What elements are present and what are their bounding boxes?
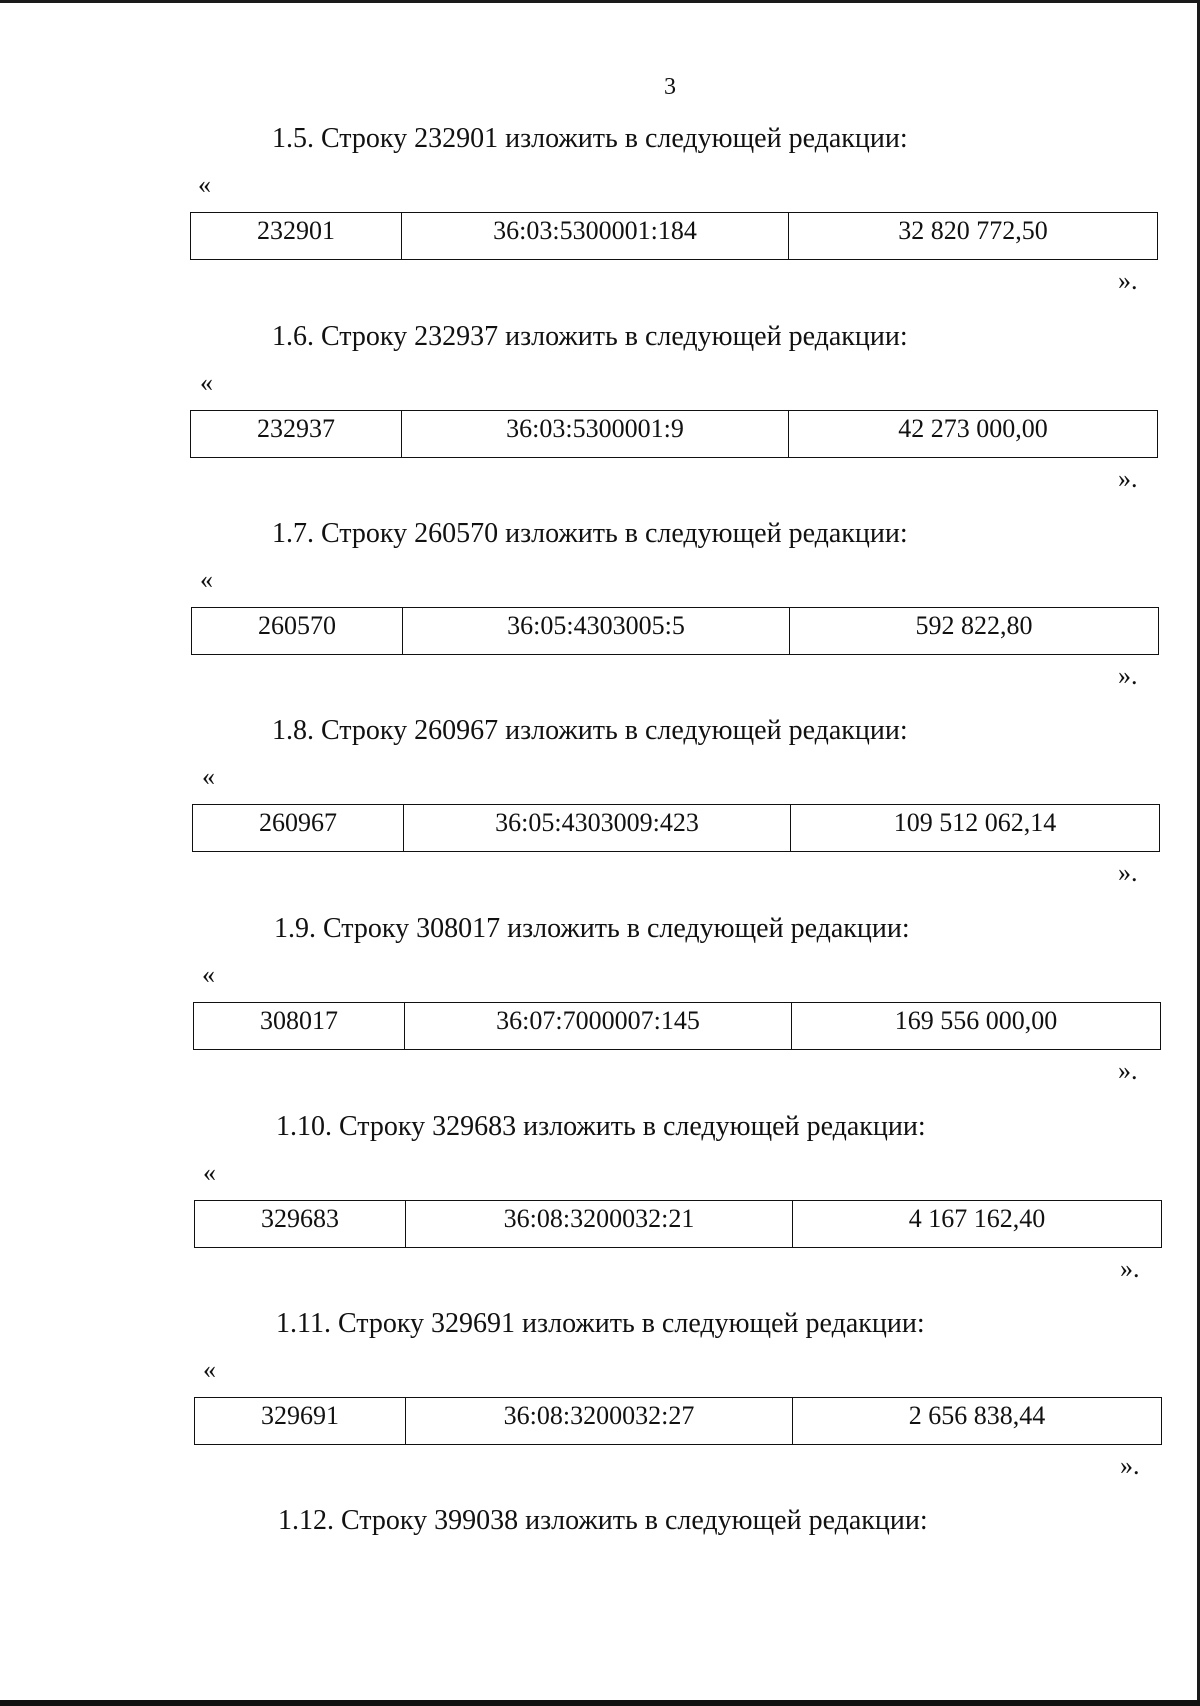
opening-quote: « (203, 1158, 216, 1187)
row-id-cell: 232937 (191, 411, 402, 458)
section-1-8 (0, 714, 1200, 910)
row-id-cell: 260570 (192, 608, 403, 655)
cadastral-number-cell: 36:07:7000007:145 (405, 1003, 792, 1050)
section-1-7 (0, 517, 1200, 713)
page-number: 3 (664, 74, 676, 100)
cadastral-number-cell: 36:05:4303009:423 (404, 805, 791, 852)
value-cell: 109 512 062,14 (791, 805, 1160, 852)
closing-quote: ». (1120, 1451, 1140, 1480)
section-heading: 1.11. Строку 329691 изложить в следующей редакции: (276, 1308, 925, 1339)
row-table (191, 607, 1159, 655)
row-id-cell: 232901 (191, 213, 402, 260)
closing-quote: ». (1118, 266, 1138, 295)
section-heading-1-12: 1.12. Строку 399038 изложить в следующей редакции: (278, 1505, 928, 1536)
table-row (195, 1398, 1162, 1445)
section-heading: 1.7. Строку 260570 изложить в следующей редакции: (272, 518, 908, 549)
opening-quote: « (202, 960, 215, 989)
section-1-10 (0, 1110, 1200, 1306)
row-table (194, 1200, 1162, 1248)
closing-quote: ». (1118, 661, 1138, 690)
section-heading: 1.10. Строку 329683 изложить в следующей редакции: (276, 1111, 926, 1142)
closing-quote: ». (1120, 1254, 1140, 1283)
section-1-5 (0, 122, 1200, 318)
value-cell: 32 820 772,50 (789, 213, 1158, 260)
section-heading: 1.9. Строку 308017 изложить в следующей редакции: (274, 913, 910, 944)
cadastral-number-cell: 36:05:4303005:5 (403, 608, 790, 655)
table-row (193, 805, 1160, 852)
section-1-6 (0, 320, 1200, 516)
table-row (191, 411, 1158, 458)
section-1-9 (0, 912, 1200, 1108)
opening-quote: « (203, 1355, 216, 1384)
closing-quote: ». (1118, 464, 1138, 493)
section-heading: 1.8. Строку 260967 изложить в следующей редакции: (272, 715, 908, 746)
cadastral-number-cell: 36:03:5300001:184 (402, 213, 789, 260)
table-row (192, 608, 1159, 655)
closing-quote: ». (1118, 1056, 1138, 1085)
row-id-cell: 308017 (194, 1003, 405, 1050)
opening-quote: « (200, 565, 213, 594)
opening-quote: « (202, 762, 215, 791)
row-table (192, 804, 1160, 852)
value-cell: 2 656 838,44 (793, 1398, 1162, 1445)
scan-edge-bottom (0, 1700, 1200, 1706)
row-table (194, 1397, 1162, 1445)
value-cell: 4 167 162,40 (793, 1201, 1162, 1248)
opening-quote: « (200, 368, 213, 397)
value-cell: 42 273 000,00 (789, 411, 1158, 458)
row-id-cell: 329691 (195, 1398, 406, 1445)
closing-quote: ». (1118, 858, 1138, 887)
opening-quote: « (198, 170, 211, 199)
table-row (195, 1201, 1162, 1248)
section-heading: 1.5. Строку 232901 изложить в следующей редакции: (272, 123, 908, 154)
row-table (190, 212, 1158, 260)
value-cell: 169 556 000,00 (792, 1003, 1161, 1050)
cadastral-number-cell: 36:08:3200032:27 (406, 1398, 793, 1445)
cadastral-number-cell: 36:03:5300001:9 (402, 411, 789, 458)
section-1-11 (0, 1307, 1200, 1503)
row-id-cell: 329683 (195, 1201, 406, 1248)
section-heading: 1.6. Строку 232937 изложить в следующей редакции: (272, 321, 908, 352)
cadastral-number-cell: 36:08:3200032:21 (406, 1201, 793, 1248)
value-cell: 592 822,80 (790, 608, 1159, 655)
row-id-cell: 260967 (193, 805, 404, 852)
scan-edge-top (0, 0, 1200, 3)
table-row (194, 1003, 1161, 1050)
row-table (193, 1002, 1161, 1050)
row-table (190, 410, 1158, 458)
table-row (191, 213, 1158, 260)
